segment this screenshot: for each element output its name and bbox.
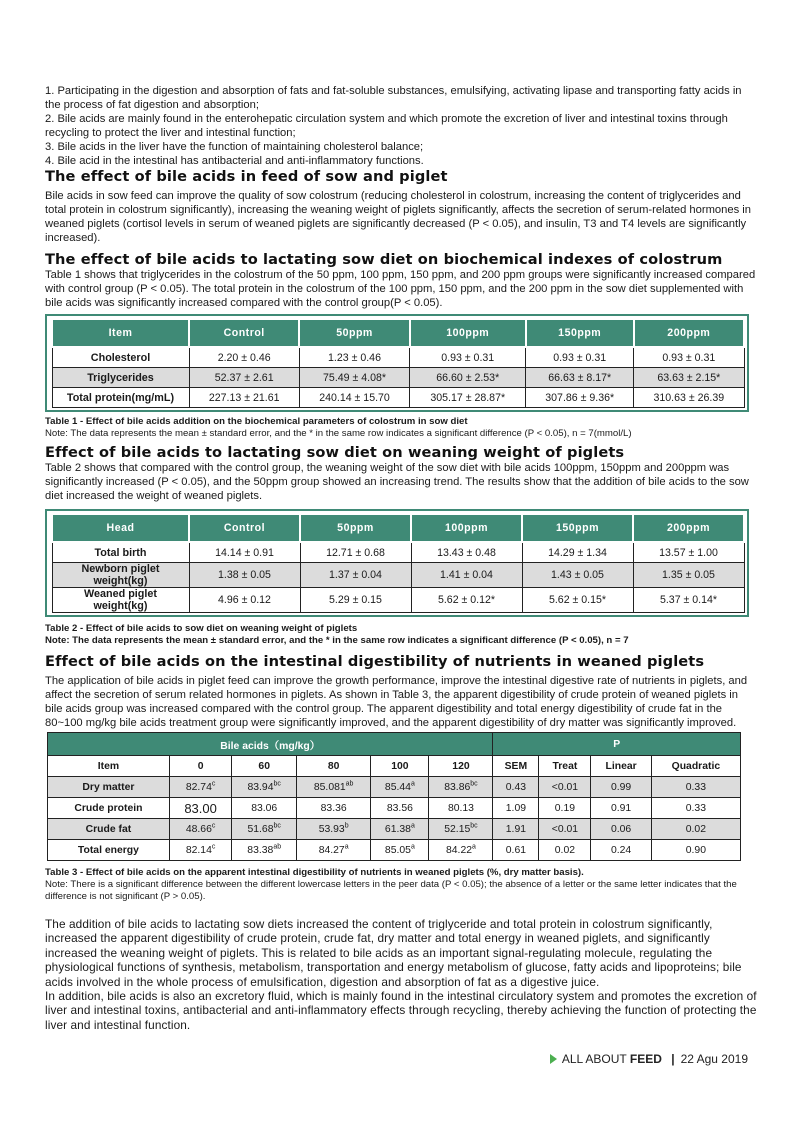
table-row	[52, 347, 744, 368]
table3-column-header: 100	[371, 756, 429, 777]
section-text-digestibility: The application of bile acids in piglet feed can improve the growth performance, improve the intestinal digestive rate of nutrients in piglets, and affect the secretion of serum related hormones in piglets. As shown in Table 3, the apparent digestibility of crude protein of weaned piglets in bile acids group was increased compared with the control group. The apparent digestibility and total energy digestibility of crude fat in the 80~100 mg/kg bile acids treatment group were significantly improved, and the apparent digestibility of dry matter was significantly improved.	[45, 675, 748, 729]
table3-cell-value: Crude protein	[74, 802, 143, 814]
table3-cell	[371, 819, 429, 840]
table3-cell-value: 48.66	[185, 823, 212, 835]
significance-letter: c	[211, 780, 216, 788]
table3-cell-value: Total energy	[77, 844, 139, 856]
table3-cell-value: 0.02	[554, 844, 576, 856]
table3-cell-value: 0.24	[610, 844, 632, 856]
section-heading-colostrum: The effect of bile acids to lactating sow diet on biochemical indexes of colostrum	[45, 251, 723, 268]
table3-cell-value: 0.61	[505, 844, 527, 856]
table1-cell: 2.20 ± 0.46	[189, 347, 299, 368]
table2-header: 50ppm	[300, 514, 411, 542]
significance-letter: c	[211, 843, 216, 851]
table3-cell	[539, 840, 591, 861]
significance-letter: ab	[345, 780, 354, 788]
table-row	[52, 368, 744, 388]
section-heading-weaning-weight: Effect of bile acids to lactating sow diet on weaning weight of piglets	[45, 444, 625, 461]
table3-cell-value: 0.91	[610, 802, 632, 814]
table3-cell-value: 1.91	[505, 823, 527, 835]
table3-cell-value: <0.01	[551, 823, 579, 835]
table1-cell: 1.23 ± 0.46	[299, 347, 409, 368]
table1-cell: 52.37 ± 2.61	[189, 368, 299, 388]
table3-cell	[371, 840, 429, 861]
table3-cell-value: 80.13	[447, 802, 474, 814]
table1-row-label: Triglycerides	[52, 368, 189, 388]
significance-letter: b	[344, 822, 349, 830]
table3-cell	[429, 777, 493, 798]
table1-note: Note: The data represents the mean ± standard error, and the * in the same row indicates a significant difference (P < 0.05), n = 7(mmol/L)	[45, 428, 632, 439]
table2-cell: 1.38 ± 0.05	[189, 563, 300, 588]
table1-row-label: Cholesterol	[52, 347, 189, 368]
table3-cell-value: 0.19	[554, 802, 576, 814]
conclusion-paragraph: The addition of bile acids to lactating sow diets increased the content of triglyceride and total protein in colostrum significantly, increased the apparent digestibility of crude protein, crude fat, dry matter and total energy in weaned piglets, and significantly increased the weaning weight of piglets. This is related to bile acids as an important signal-regulating molecule, regulating the physiological functions of synthesis, metabolism, transportation and energy metabolism of glucose, fatty acids and lipoproteins; bile acids involved in the whole process of emulsification, digestion and absorption of fat as a digestive juice.	[45, 917, 742, 989]
table3-row-label	[48, 819, 170, 840]
table2-cell: 5.62 ± 0.12*	[411, 588, 522, 613]
table2-cell: 5.62 ± 0.15*	[522, 588, 633, 613]
table3-cell	[232, 840, 297, 861]
conclusion	[45, 917, 757, 1032]
table2-cell: 1.43 ± 0.05	[522, 563, 633, 588]
table3-cell-value: Dry matter	[82, 781, 135, 793]
table3-cell-value: 0.99	[610, 781, 632, 793]
table1-header: 200ppm	[634, 319, 744, 347]
table3-cell	[651, 798, 740, 819]
table3-cell	[493, 777, 539, 798]
table3-cell-value: Crude fat	[85, 823, 132, 835]
table3-cell-value: 84.22	[446, 844, 473, 856]
table3-cell	[169, 819, 232, 840]
table3-cell-value: 83.86	[444, 781, 471, 793]
table3-column-header: SEM	[493, 756, 539, 777]
table3-cell-value: 53.93	[318, 823, 345, 835]
play-arrow-icon	[550, 1054, 557, 1064]
footer-date: 22 Agu 2019	[680, 1052, 748, 1066]
table3-cell	[429, 798, 493, 819]
table3-cell	[539, 798, 591, 819]
table3-cell-value: 83.38	[247, 844, 274, 856]
footer-brand-prefix: ALL ABOUT	[561, 1052, 630, 1066]
table3-column-header: Treat	[539, 756, 591, 777]
table3-cell-value: 85.081	[313, 781, 346, 793]
table2-cell: 1.37 ± 0.04	[300, 563, 411, 588]
table2-cell: 5.29 ± 0.15	[300, 588, 411, 613]
section-heading-effect-in-feed: The effect of bile acids in feed of sow and piglet	[45, 168, 448, 185]
table1-row-label: Total protein(mg/mL)	[52, 388, 189, 408]
section-heading-digestibility: Effect of bile acids on the intestinal digestibility of nutrients in weaned piglets	[45, 653, 705, 670]
table3-cell	[591, 840, 651, 861]
table3-column-header: Linear	[591, 756, 651, 777]
significance-letter: c	[211, 822, 216, 830]
significance-letter: bc	[273, 780, 281, 788]
table3-p-header: P	[493, 733, 741, 756]
table-row	[48, 840, 741, 861]
table3-cell	[297, 840, 371, 861]
table3-column-header: Item	[48, 756, 170, 777]
table3-cell	[297, 819, 371, 840]
table2-header: Head	[52, 514, 189, 542]
table1-cell: 305.17 ± 28.87*	[410, 388, 526, 408]
conclusion-paragraph: In addition, bile acids is also an excretory fluid, which is mainly found in the intestinal circulatory system and promotes the excretion of liver and intestinal toxins, antibacterial and anti-inflammatory effects through recycling, thereby achieving the function of protecting the liver and intestinal function.	[45, 989, 757, 1032]
table3-row-label	[48, 840, 170, 861]
table3-group-header: Bile acids（mg/kg）	[48, 733, 493, 756]
table3-row-label	[48, 798, 170, 819]
table3-cell	[297, 777, 371, 798]
table1-cell: 66.60 ± 2.53*	[410, 368, 526, 388]
table3-cell-value: 84.27	[318, 844, 345, 856]
table1-cell: 240.14 ± 15.70	[299, 388, 409, 408]
table2-header: 150ppm	[522, 514, 633, 542]
table2-frame	[45, 509, 749, 617]
table3-cell-value: 85.05	[384, 844, 411, 856]
table2-cell: 14.29 ± 1.34	[522, 542, 633, 563]
table3-cell-value: 0.43	[505, 781, 527, 793]
table3-cell	[371, 798, 429, 819]
table3-cell-value: 83.56	[386, 802, 413, 814]
section-text-effect-in-feed: Bile acids in sow feed can improve the quality of sow colostrum (reducing cholesterol in colostrum, increasing the content of triglycerides and total protein in colostrum significantly), increasing the weaning weight of piglets significantly, affects the secretion of serum-related hormones in weaned piglets (cortisol levels in serum of weaned piglets are significantly decreased (P < 0.05), and insulin, T3 and T4 levels are significantly increased).	[45, 190, 751, 244]
table-row	[52, 542, 744, 563]
table2-cell: 1.35 ± 0.05	[633, 563, 744, 588]
table-row	[48, 777, 741, 798]
document-page	[45, 84, 757, 1032]
table3-cell-value: 83.00	[184, 800, 217, 816]
table2	[51, 513, 745, 613]
table2-cell: 4.96 ± 0.12	[189, 588, 300, 613]
section-text-colostrum: Table 1 shows that triglycerides in the colostrum of the 50 ppm, 100 ppm, 150 ppm, and 200 ppm groups were significantly increased compared with control group (P < 0.05). The total protein in the colostrum of the 100 ppm, 150 ppm, and the 200 ppm in the sow diet supplemented with bile acids was significantly increased compared with the control group(P < 0.05).	[45, 269, 756, 309]
table3-cell	[539, 819, 591, 840]
table2-cell: 5.37 ± 0.14*	[633, 588, 744, 613]
table2-header: 100ppm	[411, 514, 522, 542]
table3-cell	[651, 840, 740, 861]
section-text-weaning-weight: Table 2 shows that compared with the control group, the weaning weight of the sow diet with bile acids 100ppm, 150ppm and 200ppm was significantly increased (P < 0.05), and the 50ppm group showed an increasing trend. The results show that the addition of bile acids to the sow diet increased the weight of weaned piglets.	[45, 462, 749, 502]
table3-cell-value: 0.06	[610, 823, 632, 835]
table-row	[48, 798, 741, 819]
table1-cell: 0.93 ± 0.31	[526, 347, 634, 368]
table3-row-label	[48, 777, 170, 798]
table2-row-label: Newborn piglet weight(kg)	[52, 563, 189, 588]
table1-cell: 0.93 ± 0.31	[410, 347, 526, 368]
table3-column-header: 0	[169, 756, 232, 777]
table3-cell	[232, 819, 297, 840]
table3-cell	[651, 819, 740, 840]
table2-cell: 12.71 ± 0.68	[300, 542, 411, 563]
table1-caption-title: Table 1 - Effect of bile acids addition on the biochemical parameters of colostrum in sow diet	[45, 416, 468, 427]
table2-caption-title: Table 2 - Effect of bile acids to sow diet on weaning weight of piglets	[45, 623, 358, 634]
table1-cell: 66.63 ± 8.17*	[526, 368, 634, 388]
table3-cell-value: 83.94	[247, 781, 274, 793]
table1-cell: 75.49 ± 4.08*	[299, 368, 409, 388]
table3-note: Note: There is a significant difference between the different lowercase letters in the peer data (P < 0.05); the absence of a letter or the same letter indicates that the difference is not significant (P > 0.05).	[45, 879, 737, 902]
table-row	[48, 819, 741, 840]
table3-cell	[297, 798, 371, 819]
significance-letter: a	[410, 780, 415, 788]
table3-cell	[429, 819, 493, 840]
table-row	[52, 563, 744, 588]
table3-cell	[371, 777, 429, 798]
table3-caption-title: Table 3 - Effect of bile acids on the apparent intestinal digestibility of nutrients in weaned piglets (%, dry matter basis).	[45, 867, 584, 878]
table1-header: 100ppm	[410, 319, 526, 347]
table3-cell	[232, 798, 297, 819]
table1-header: Control	[189, 319, 299, 347]
table2-row-label: Total birth	[52, 542, 189, 563]
table1-cell: 310.63 ± 26.39	[634, 388, 744, 408]
table3-cell	[169, 777, 232, 798]
table1-caption	[45, 416, 757, 428]
table3-cell	[232, 777, 297, 798]
table2-header: 200ppm	[633, 514, 744, 542]
table3-cell-value: 83.06	[251, 802, 278, 814]
table3-cell-value: 52.15	[444, 823, 471, 835]
table3-cell	[169, 798, 232, 819]
significance-letter: a	[410, 822, 415, 830]
table3-cell-value: 85.44	[384, 781, 411, 793]
table3-cell	[591, 777, 651, 798]
table3-cell-value: 51.68	[247, 823, 274, 835]
significance-letter: a	[344, 843, 349, 851]
table-row	[52, 588, 744, 613]
table-row	[52, 388, 744, 408]
table3-cell-value: 0.02	[685, 823, 706, 835]
table2-caption	[45, 623, 757, 635]
table2-header: Control	[189, 514, 300, 542]
table3-caption	[45, 867, 757, 879]
table3-cell	[591, 798, 651, 819]
table1	[51, 318, 745, 408]
table2-cell: 1.41 ± 0.04	[411, 563, 522, 588]
table2-cell: 13.57 ± 1.00	[633, 542, 744, 563]
table3-cell-value: 0.33	[685, 802, 706, 814]
table3-cell-value: 1.09	[505, 802, 527, 814]
table3-cell	[493, 819, 539, 840]
significance-letter: bc	[273, 822, 281, 830]
table3-cell	[493, 798, 539, 819]
intro-item: 4. Bile acid in the intestinal has antibacterial and anti-inflammatory functions.	[45, 155, 424, 167]
intro-item: 3. Bile acids in the liver have the function of maintaining cholesterol balance;	[45, 141, 424, 153]
table3-cell	[429, 840, 493, 861]
table3-cell-value: 82.14	[185, 844, 212, 856]
table3-cell	[493, 840, 539, 861]
table3-column-header: 80	[297, 756, 371, 777]
table3-cell	[591, 819, 651, 840]
table3-cell-value: 83.36	[320, 802, 347, 814]
table3-cell-value: 61.38	[384, 823, 411, 835]
table3	[47, 732, 741, 861]
significance-letter: a	[410, 843, 415, 851]
intro-item: 2. Bile acids are mainly found in the enterohepatic circulation system and which promote the excretion of liver and intestinal toxins through recycling to protect the liver and intestinal function;	[45, 113, 728, 139]
table1-cell: 227.13 ± 21.61	[189, 388, 299, 408]
table1-header: 50ppm	[299, 319, 409, 347]
page-footer	[550, 1052, 748, 1066]
table1-cell: 307.86 ± 9.36*	[526, 388, 634, 408]
table1-cell: 63.63 ± 2.15*	[634, 368, 744, 388]
significance-letter: ab	[273, 843, 282, 851]
table1-header: 150ppm	[526, 319, 634, 347]
table3-column-header: 60	[232, 756, 297, 777]
intro-list	[45, 84, 757, 168]
significance-letter: bc	[470, 780, 478, 788]
table2-row-label: Weaned piglet weight(kg)	[52, 588, 189, 613]
significance-letter: a	[472, 843, 476, 851]
table1-frame	[45, 314, 749, 412]
table3-cell	[169, 840, 232, 861]
table2-cell: 14.14 ± 0.91	[189, 542, 300, 563]
table2-note	[45, 635, 757, 647]
table3-cell-value: 0.90	[685, 844, 706, 856]
table3-cell-value: <0.01	[551, 781, 579, 793]
table2-caption-note: Note: The data represents the mean ± standard error, and the * in the same row indicates a significant difference (P < 0.05), n = 7	[45, 635, 629, 646]
footer-separator: |	[671, 1052, 675, 1066]
intro-item: 1. Participating in the digestion and absorption of fats and fat-soluble substances, emulsifying, activating lipase and transporting fatty acids in the process of fat digestion and absorption;	[45, 85, 742, 111]
significance-letter: bc	[470, 822, 478, 830]
table1-header: Item	[52, 319, 189, 347]
footer-brand-bold: FEED	[629, 1052, 662, 1066]
table3-cell-value: 0.33	[685, 781, 706, 793]
table3-column-header: Quadratic	[651, 756, 740, 777]
table3-cell	[651, 777, 740, 798]
table1-cell: 0.93 ± 0.31	[634, 347, 744, 368]
table2-cell: 13.43 ± 0.48	[411, 542, 522, 563]
table3-column-header: 120	[429, 756, 493, 777]
table3-cell	[539, 777, 591, 798]
table3-cell-value: 82.74	[185, 781, 212, 793]
